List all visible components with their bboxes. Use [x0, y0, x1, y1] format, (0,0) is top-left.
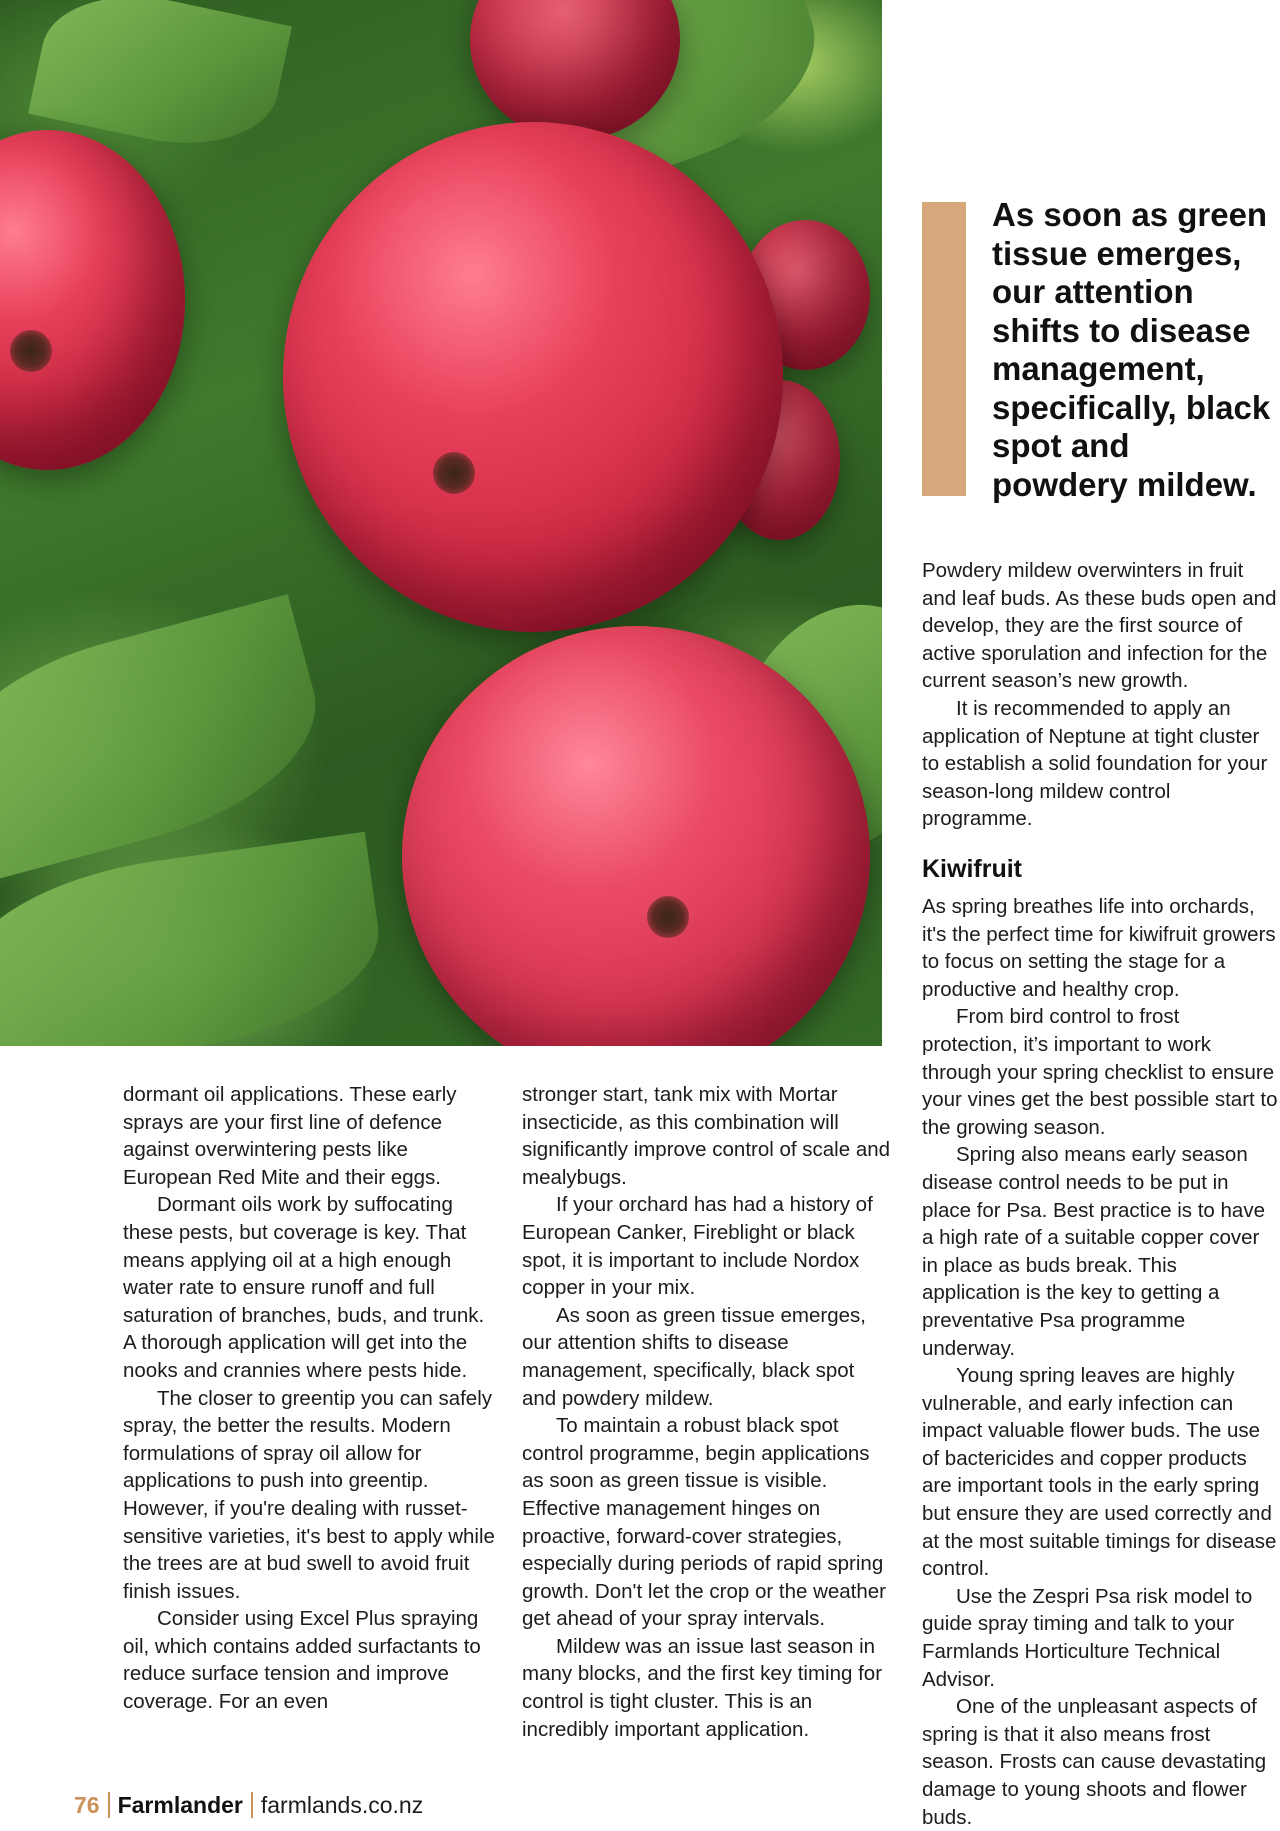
- paragraph: Use the Zespri Psa risk model to guide spray timing and talk to your Farmlands Horticulture Technical Advisor.: [922, 1584, 1253, 1691]
- apple-photo: [0, 0, 882, 1046]
- paragraph: One of the unpleasant aspects of spring is that it also means frost season. Frosts can cause devastating damage to young shoots and flower buds.: [922, 1695, 1267, 1829]
- apple-stem: [647, 896, 689, 938]
- article-column-3-kiwifruit: [922, 893, 1280, 1831]
- article-column-2: [522, 1081, 894, 1743]
- apple-center: [283, 122, 783, 632]
- paragraph: Mildew was an issue last season in many blocks, and the first key timing for control is tight cluster. This is an incredibly important application.: [522, 1634, 883, 1741]
- page-footer: [74, 1791, 423, 1819]
- paragraph: stronger start, tank mix with Mortar insecticide, as this combination will significantly improve control of scale and mealybugs.: [522, 1083, 891, 1189]
- leaf-decoration: [0, 832, 391, 1046]
- paragraph: If your orchard has had a history of European Canker, Fireblight or black spot, it is important to include Nordox copper in your mix.: [522, 1193, 873, 1300]
- page-number: 76: [74, 1791, 100, 1818]
- paragraph: As spring breathes life into orchards, it's the perfect time for kiwifruit growers to focus on setting the stage for a productive and healthy crop.: [922, 895, 1276, 1001]
- magazine-name: Farmlander: [117, 1791, 243, 1818]
- paragraph: Spring also means early season disease control needs to be put in place for Psa. Best practice is to have a high rate of a suitable copper cover in place as buds break. This application is the key to getting a preventative Psa programme underway.: [922, 1143, 1265, 1360]
- paragraph: From bird control to frost protection, it’s important to work through your spring checklist to ensure your vines get the best possible start to the growing season.: [922, 1005, 1278, 1139]
- apple-stem: [433, 452, 475, 494]
- article-column-3-top: [922, 557, 1280, 833]
- website-link[interactable]: farmlands.co.nz: [260, 1791, 424, 1818]
- paragraph: It is recommended to apply an application of Neptune at tight cluster to establish a solid foundation for your season-long mildew control programme.: [922, 696, 1268, 831]
- footer-divider: [108, 1792, 110, 1818]
- paragraph: The closer to greentip you can safely spray, the better the results. Modern formulations of spray oil allow for applications to push into greentip. However, if you're dealing with russet-sensitive varieties, it's best to apply while the trees are at bud swell to avoid fruit finish issues.: [123, 1386, 495, 1603]
- paragraph: dormant oil applications. These early sprays are your first line of defence against overwintering pests like European Red Mite and their eggs.: [123, 1083, 457, 1189]
- paragraph: Powdery mildew overwinters in fruit and leaf buds. As these buds open and develop, they are the first source of active sporulation and infection for the current season’s new growth.: [922, 559, 1277, 693]
- section-heading-kiwifruit: Kiwifruit: [922, 855, 1022, 883]
- paragraph: As soon as green tissue emerges, our attention shifts to disease management, specifically, black spot and powdery mildew.: [522, 1303, 866, 1410]
- paragraph: Young spring leaves are highly vulnerable, and early infection can impact valuable flower buds. The use of bactericides and copper products are important tools in the early spring but ensure they are used correctly and at the most suitable timings for disease control.: [922, 1364, 1277, 1581]
- footer-divider: [251, 1792, 253, 1818]
- apple-stem: [10, 330, 52, 372]
- paragraph: Consider using Excel Plus spraying oil, which contains added surfactants to reduce surface tension and improve coverage. For an even: [123, 1607, 481, 1714]
- article-column-1: [123, 1081, 495, 1716]
- paragraph: To maintain a robust black spot control programme, begin applications as soon as green tissue is visible. Effective management hinges on proactive, forward-cover strategies, especially during periods of rapid spring growth. Don't let the crop or the weather get ahead of your spray intervals.: [522, 1414, 886, 1631]
- pull-quote: As soon as green tissue emerges, our attention shifts to disease management, specifically, black spot and powdery mildew.: [992, 196, 1271, 503]
- pull-quote-bar: [922, 202, 966, 496]
- paragraph: Dormant oils work by suffocating these pests, but coverage is key. That means applying oil at a high enough water rate to ensure runoff and full saturation of branches, buds, and trunk. A thorough application will get into the nooks and crannies where pests hide.: [123, 1193, 485, 1382]
- apple-left: [0, 130, 185, 470]
